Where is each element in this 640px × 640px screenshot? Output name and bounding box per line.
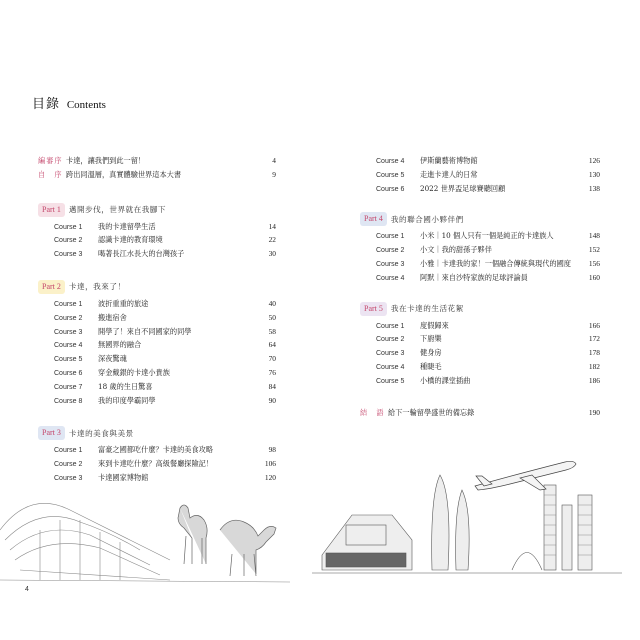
course-title: 認識卡達的教育環境 <box>98 235 163 245</box>
part-heading-2[interactable] <box>38 279 276 295</box>
page-number: 50 <box>268 312 276 322</box>
course-title: 18 歲的生日驚喜 <box>98 381 153 391</box>
course-label: Course 4 <box>54 342 83 350</box>
course-row[interactable] <box>38 457 276 471</box>
part-title: 邁開步伐，世界就在我腳下 <box>68 205 167 215</box>
page-number: 152 <box>588 245 600 255</box>
page-number: 9 <box>272 169 276 179</box>
part-badge: Part 3 <box>38 426 65 440</box>
course-row[interactable] <box>38 394 276 408</box>
course-row[interactable] <box>360 229 600 243</box>
course-title: 喝著長江水長大的台灣孩子 <box>98 249 185 259</box>
page-number: 130 <box>588 169 600 179</box>
toc-right-column <box>360 154 600 419</box>
camel-illustration <box>0 470 290 590</box>
preface-title: 跨出同溫層，真實體驗世界這本大書 <box>66 169 182 179</box>
preface-title: 卡達，讓我們到此一留！ <box>66 156 146 165</box>
toc-heading-en: Contents <box>66 99 106 111</box>
course-title: 波折重重的旅途 <box>98 298 149 308</box>
course-title: 無國界的融合 <box>98 340 142 350</box>
course-label: Course 2 <box>54 237 83 245</box>
page-number: 58 <box>268 326 276 336</box>
page-number: 76 <box>268 367 276 377</box>
course-row[interactable] <box>360 332 600 346</box>
course-row[interactable] <box>38 325 276 339</box>
part-heading-1[interactable] <box>38 202 276 218</box>
course-title: 我的印度學霸同學 <box>98 395 156 405</box>
course-label: Course 1 <box>54 223 83 231</box>
airplane-illustration <box>470 456 580 496</box>
part-badge: Part 1 <box>38 203 65 217</box>
page-number: 4 <box>272 156 276 165</box>
course-row[interactable] <box>38 366 276 380</box>
course-label: Course 2 <box>54 314 83 322</box>
page-number: 40 <box>268 298 276 308</box>
page-number: 120 <box>264 472 276 482</box>
toc-heading-zh: 目錄 <box>32 97 61 112</box>
course-title: 卡達國家博物館 <box>98 472 149 482</box>
page-number: 14 <box>268 221 276 231</box>
page-number: 106 <box>264 459 276 469</box>
part-title: 卡達，我來了！ <box>68 282 126 292</box>
course-title: 深夜驚魂 <box>98 354 127 364</box>
course-row[interactable] <box>38 338 276 352</box>
course-label: Course 5 <box>376 171 405 179</box>
toc-preface-row[interactable] <box>38 154 276 168</box>
course-label: Course 3 <box>376 260 405 268</box>
course-label: Course 4 <box>376 274 405 282</box>
course-label: Course 3 <box>54 474 83 482</box>
page-number: 30 <box>268 249 276 259</box>
course-label: Course 2 <box>54 461 83 469</box>
course-row[interactable] <box>360 168 600 182</box>
epilogue-label: 結 語 <box>360 407 385 417</box>
course-title: 度假歸來 <box>420 320 449 330</box>
page-number: 126 <box>588 156 600 165</box>
preface-label: 編審序 <box>38 156 63 165</box>
course-row[interactable] <box>360 374 600 388</box>
part-heading-4[interactable] <box>360 211 600 227</box>
course-title: 健身房 <box>420 348 442 358</box>
course-label: Course 3 <box>54 328 83 336</box>
course-title: 小米｜10 個人只有一個是純正的卡達族人 <box>420 231 554 241</box>
course-row[interactable] <box>360 257 600 271</box>
page-number: 156 <box>588 258 600 268</box>
course-row[interactable] <box>38 233 276 247</box>
page-number: 70 <box>268 354 276 364</box>
part-badge: Part 4 <box>360 212 387 226</box>
epilogue-title: 給下一輪留學盛世的備忘錄 <box>388 407 475 417</box>
course-label: Course 5 <box>376 377 405 385</box>
page-number: 84 <box>268 381 276 391</box>
course-row[interactable] <box>38 247 276 261</box>
page-number: 98 <box>268 445 276 455</box>
part-title: 我在卡達的生活花絮 <box>390 304 464 314</box>
page-number: 64 <box>268 340 276 350</box>
course-label: Course 4 <box>376 158 405 165</box>
toc-heading <box>32 93 106 112</box>
course-title: 富豪之國都吃什麼？卡達的美食攻略 <box>98 445 214 455</box>
course-title: 小雅｜卡達我的家！一個融合傳統與現代的國度 <box>420 258 571 268</box>
course-title: 我的卡達留學生活 <box>98 221 156 231</box>
page-number: 160 <box>588 272 600 282</box>
footer-page-number: 4 <box>25 586 29 593</box>
course-label: Course 8 <box>54 397 83 405</box>
page-number: 190 <box>588 407 600 417</box>
toc-preface-row[interactable] <box>38 168 276 182</box>
course-row[interactable] <box>38 311 276 325</box>
course-label: Course 3 <box>376 350 405 358</box>
course-row[interactable] <box>38 380 276 394</box>
course-label: Course 6 <box>376 185 405 193</box>
course-label: Course 3 <box>54 251 83 259</box>
toc-epilogue-row[interactable] <box>360 406 600 420</box>
course-label: Course 6 <box>54 369 83 377</box>
course-title: 2022 世界盃足球賽聽回顧 <box>420 183 506 193</box>
course-row[interactable] <box>360 346 600 360</box>
page-number: 172 <box>588 334 600 344</box>
course-row[interactable] <box>38 352 276 366</box>
course-title: 小橋的課堂插曲 <box>420 375 471 385</box>
course-label: Course 1 <box>376 322 405 330</box>
course-row[interactable] <box>360 319 600 333</box>
page-number: 178 <box>588 348 600 358</box>
page-number: 186 <box>588 375 600 385</box>
part-heading-3[interactable] <box>38 425 276 441</box>
course-title: 穿金戴銀的卡達小貴族 <box>98 367 170 377</box>
course-title: 小文｜我的甜孫子夥伴 <box>420 245 492 255</box>
course-title: 走進卡達人的日常 <box>420 169 478 179</box>
course-label: Course 1 <box>54 447 83 455</box>
course-label: Course 7 <box>54 383 83 391</box>
page-number: 90 <box>268 395 276 405</box>
course-label: Course 4 <box>376 363 405 371</box>
course-label: Course 2 <box>376 247 405 255</box>
course-label: Course 1 <box>376 233 405 241</box>
toc-left-column <box>38 154 276 485</box>
page-number: 166 <box>588 320 600 330</box>
part-badge: Part 5 <box>360 302 387 316</box>
page-number: 182 <box>588 361 600 371</box>
course-title: 開學了！來自不同國家的同學 <box>98 326 192 336</box>
page-number: 148 <box>588 231 600 241</box>
course-title: 來到卡達吃什麼？高級餐廳探險記！ <box>98 459 214 469</box>
course-title: 下廚樂 <box>420 334 442 344</box>
course-row[interactable] <box>360 243 600 257</box>
course-row[interactable] <box>38 443 276 457</box>
course-title: 種睫毛 <box>420 361 442 371</box>
course-row[interactable] <box>360 182 600 196</box>
part-heading-5[interactable] <box>360 301 600 317</box>
page-number: 138 <box>588 183 600 193</box>
course-label: Course 5 <box>54 356 83 364</box>
part-title: 卡達的美食與美景 <box>68 428 134 438</box>
course-row[interactable] <box>38 297 276 311</box>
course-row[interactable] <box>360 271 600 285</box>
course-row[interactable] <box>360 360 600 374</box>
page-number: 22 <box>268 235 276 245</box>
course-title: 搬進宿舍 <box>98 312 127 322</box>
course-title: 伊斯蘭藝術博物館 <box>420 156 478 165</box>
part-badge: Part 2 <box>38 280 65 294</box>
course-row[interactable] <box>38 220 276 234</box>
course-label: Course 1 <box>54 300 83 308</box>
course-row[interactable] <box>360 154 600 168</box>
preface-label: 自 序 <box>38 169 63 179</box>
course-title: 阿默｜來自沙特家族的足球評論員 <box>420 272 528 282</box>
course-label: Course 2 <box>376 336 405 344</box>
part-title: 我的聯合國小夥伴們 <box>390 214 464 224</box>
